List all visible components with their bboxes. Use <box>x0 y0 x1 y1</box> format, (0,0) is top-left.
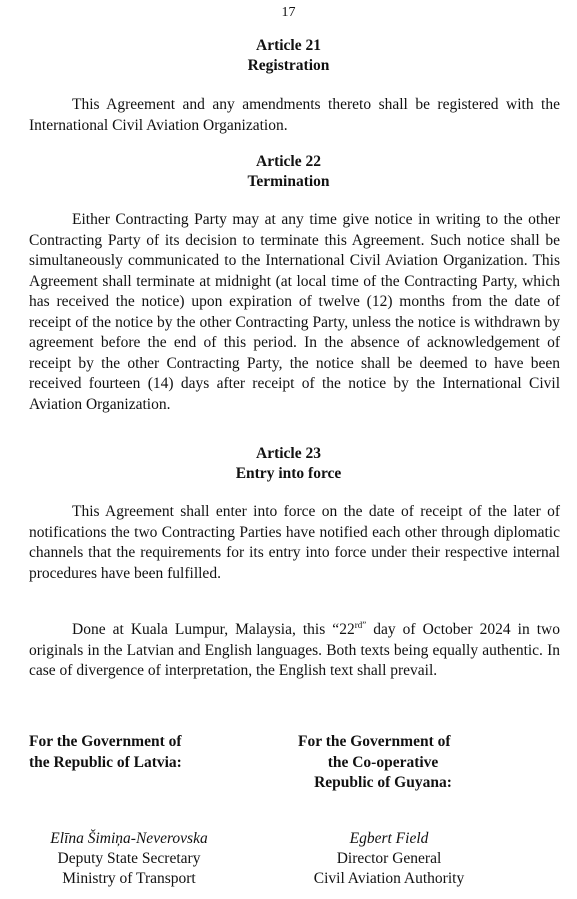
article-title: Registration <box>247 57 330 74</box>
article-23-heading <box>0 444 577 484</box>
party-line: the Co-operative <box>327 753 439 771</box>
article-22-heading <box>0 152 577 192</box>
article-title: Entry into force <box>235 465 342 482</box>
article-number: Article 21 <box>256 37 321 54</box>
party-line: For the Government of <box>298 733 451 750</box>
day-suffix: rd” <box>354 620 367 630</box>
article-title: Termination <box>247 173 330 190</box>
signature-block-latvia <box>29 732 259 773</box>
closing-after-day: day of October 2024 in two originals in the Latvian and English languages. Both texts being equally authentic. In case of divergence of interpretation, the English text shall prevail. <box>29 621 560 680</box>
signature-block-guyana <box>298 732 538 794</box>
signatory-organization: Ministry of Transport <box>62 870 196 887</box>
page-number: 17 <box>281 5 296 20</box>
closing-paragraph <box>29 615 560 682</box>
article-23-body: This Agreement shall enter into force on the date of receipt of the later of notifications the two Contracting Parties have notified each other through diplomatic channels that the requirements for its entry into force under their respective internal procedures have been fulfilled. <box>29 503 560 582</box>
article-22-body: Either Contracting Party may at any time give notice in writing to the other Contracting Party of its decision to terminate this Agreement. Such notice shall be simultaneously communicated to the International Civil Aviation Organization. This Agreement shall terminate at midnight (at local time of the Contracting Party, which has received the notice) upon expiration of twelve (12) months from the date of receipt of the notice by the other Contracting Party, unless the notice is withdrawn by agreement before the end of this period. In the absence of acknowledgement of receipt by the other Contracting Party, the notice shall be deemed to have been received fourteen (14) days after receipt of the notice by the International Civil Aviation Organization. <box>29 211 560 413</box>
article-21-heading <box>0 36 577 76</box>
signatory-guyana <box>274 829 504 889</box>
party-line: For the Government of <box>29 733 182 750</box>
closing-before-day: Done at Kuala Lumpur, Malaysia, this “22 <box>72 621 355 639</box>
signatory-name: Egbert Field <box>349 830 429 847</box>
article-21-body: This Agreement and any amendments thereto shall be registered with the International Civil Aviation Organization. <box>29 96 560 134</box>
party-line: the Republic of Latvia: <box>29 753 182 771</box>
signatory-name: Elīna Šimiņa-Neverovska <box>50 830 208 847</box>
signatory-organization: Civil Aviation Authority <box>313 870 465 887</box>
article-number: Article 22 <box>256 153 321 170</box>
signatory-title: Deputy State Secretary <box>57 850 201 867</box>
signatory-latvia <box>14 829 244 889</box>
signatory-title: Director General <box>336 850 442 867</box>
party-line: Republic of Guyana: <box>314 774 452 791</box>
article-number: Article 23 <box>256 445 321 462</box>
